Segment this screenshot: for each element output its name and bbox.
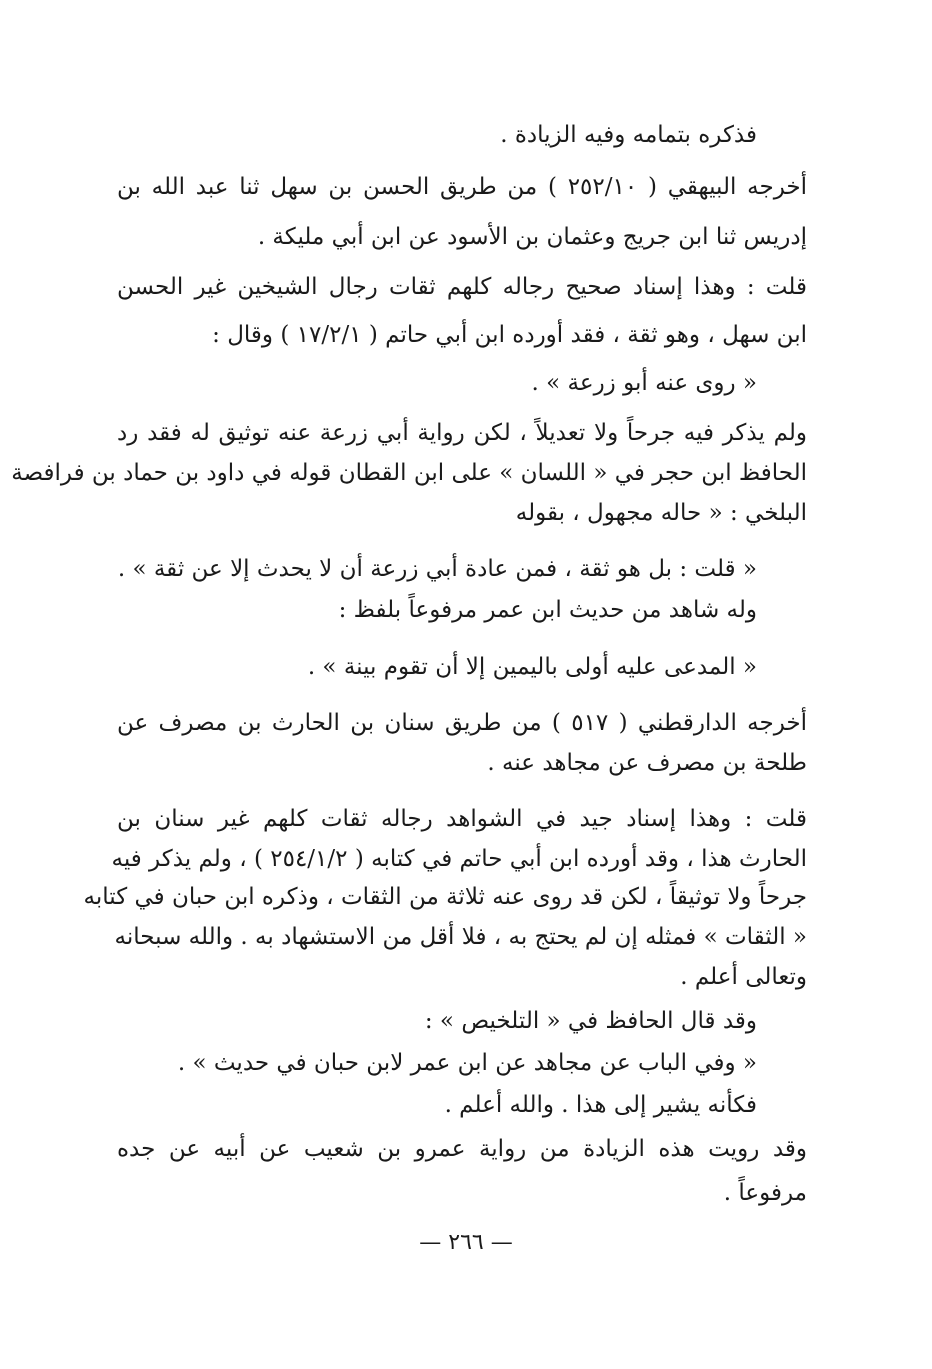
text-line: أخرجه الدارقطني ( ٥١٧ ) من طريق سنان بن الحارث بن مصرف عن [117,710,807,736]
text-line: ولم يذكر فيه جرحاً ولا تعديلاً ، لكن رواية أبي زرعة عنه توثيق له فقد رد [117,420,807,446]
text-line: قلت : وهذا إسناد صحيح رجاله كلهم ثقات رجال الشيخين غير الحسن [117,274,807,300]
text-line: « وفي الباب عن مجاهد عن ابن عمر لابن حبان في حديث » . [177,1050,757,1076]
page-number: — ٢٦٦ — [419,1230,513,1255]
text-line: وقد قال الحافظ في « التلخيص » : [424,1008,757,1034]
text-line: جرحاً ولا توثيقاً ، لكن قد روى عنه ثلاثة من الثقات ، وذكره ابن حبان في كتابه [83,884,807,910]
text-line: الحافظ ابن حجر في « اللسان » على ابن القطان قوله في داود بن حماد بن فرافصة [11,460,807,486]
text-line: ابن سهل ، وهو ثقة ، فقد أورده ابن أبي حاتم ( ١٧/٢/١ ) وقال : [212,322,807,348]
text-line: « الثقات » فمثله إن لم يحتج به ، فلا أقل من الاستشهاد به . والله سبحانه [114,924,807,950]
text-line: قلت : وهذا إسناد جيد في الشواهد رجاله ثقات كلهم غير سنان بن [117,806,807,832]
text-line: وتعالى أعلم . [680,964,807,990]
text-line: « المدعى عليه أولى باليمين إلا أن تقوم بينة » . [307,654,757,680]
text-line: « روى عنه أبو زرعة » . [531,370,757,396]
text-line: مرفوعاً . [723,1180,807,1206]
text-line: أخرجه البيهقي ( ٢٥٢/١٠ ) من طريق الحسن بن سهل ثنا عبد الله بن [117,174,807,200]
text-line: الحارث هذا ، وقد أورده ابن أبي حاتم في كتابه ( ٢٥٤/١/٢ ) ، ولم يذكر فيه [111,846,807,872]
text-line: البلخي : « حاله مجهول ، بقوله [515,500,807,526]
text-line: وله شاهد من حديث ابن عمر مرفوعاً بلفظ : [338,597,757,623]
text-line: فذكره بتمامه وفيه الزيادة . [500,122,757,148]
text-line: طلحة بن مصرف عن مجاهد عنه . [487,750,807,776]
text-line: إدريس ثنا ابن جريج وعثمان بن الأسود عن ابن أبي مليكة . [257,224,807,250]
text-line: فكأنه يشير إلى هذا . والله أعلم . [444,1092,757,1118]
text-line: « قلت : بل هو ثقة ، فمن عادة أبي زرعة أن لا يحدث إلا عن ثقة » . [117,556,757,582]
text-line: وقد رويت هذه الزيادة من رواية عمرو بن شعيب عن أبيه عن جده [117,1136,807,1162]
